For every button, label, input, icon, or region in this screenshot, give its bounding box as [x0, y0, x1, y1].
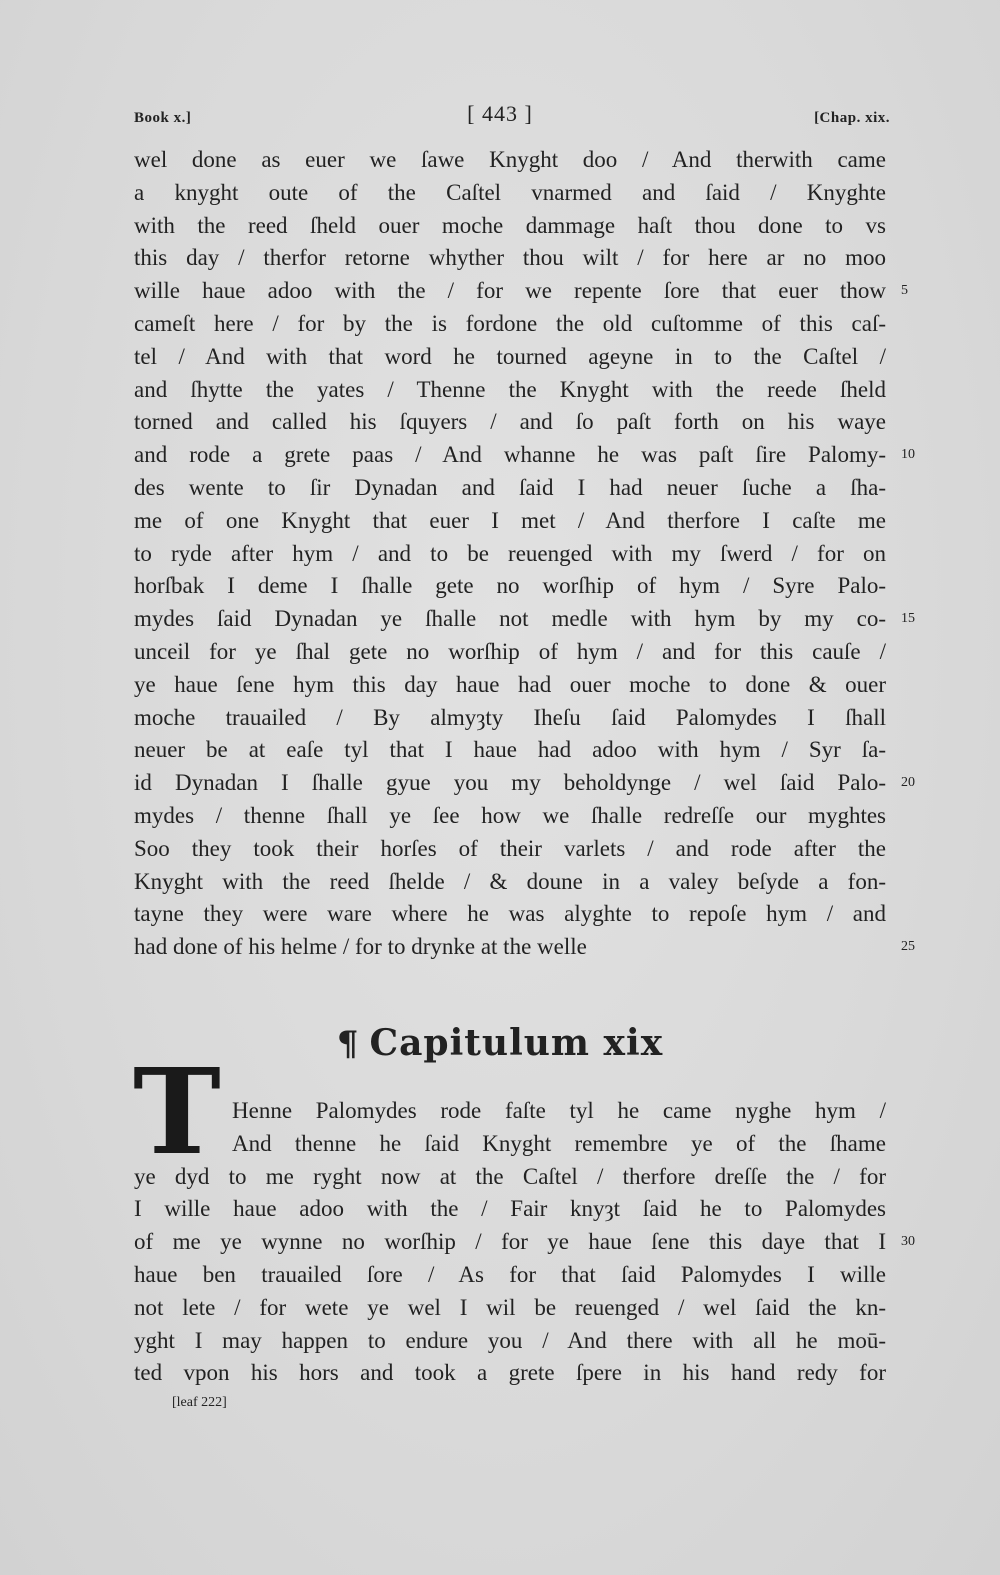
- chapter-text: [134, 1095, 915, 1390]
- line-number: 30: [901, 1234, 915, 1250]
- text-line: Henne Palomydes rode faſte tyl he came nyghe hym /: [232, 1098, 886, 1123]
- line-number: 10: [901, 447, 915, 463]
- body-text: [134, 144, 915, 964]
- text-line: horſbak I deme I ſhalle gete no worſhip of hym / Syre Palo-: [134, 573, 886, 599]
- text-line: and ſhytte the yates / Thenne the Knyght with the reede ſheld: [134, 376, 886, 402]
- text-line: me of one Knyght that euer I met / And therfore I caſte me: [134, 507, 886, 533]
- text-line: yght I may happen to endure you / And there with all he moū-: [134, 1327, 886, 1353]
- text-line: and rode a grete paas / And whanne he was paſt ſire Palomy-: [134, 442, 886, 468]
- text-line: mydes ſaid Dynadan ye ſhalle not medle with hym by my co-: [134, 606, 886, 632]
- drop-cap: T: [133, 1042, 221, 1181]
- text-line: cameſt here / for by the is fordone the old cuſtomme of this caſ-: [134, 310, 886, 336]
- chapter-title: Capitulum xix: [369, 1022, 664, 1064]
- text-line: I wille haue adoo with the / Fair knyȝt ſaid he to Palomydes: [134, 1196, 886, 1222]
- text-line: tayne they were ware where he was alyghte to repoſe hym / and: [134, 901, 886, 927]
- text-line: tel / And with that word he tourned ageyne in to the Caſtel /: [134, 343, 886, 369]
- line-number: 15: [901, 611, 915, 627]
- line-number: 25: [901, 939, 915, 955]
- text-line: ye dyd to me ryght now at the Caſtel / therfore dreſſe the / for: [134, 1163, 886, 1189]
- text-line: des wente to ſir Dynadan and ſaid I had neuer ſuche a ſha-: [134, 474, 886, 500]
- text-line: of me ye wynne no worſhip / for ye haue ſene this daye that I: [134, 1229, 886, 1255]
- text-line: this day / therfor retorne whyther thou wilt / for here ar no moo: [134, 245, 886, 271]
- leaf-signature: [leaf 222]: [172, 1395, 227, 1410]
- text-line: wel done as euer we ſawe Knyght doo / And therwith came: [134, 147, 886, 172]
- text-line: ye haue ſene hym this day haue had ouer moche to done & ouer: [134, 671, 886, 697]
- text-line: wille haue adoo with the / for we repente ſore that euer thow: [134, 278, 886, 304]
- text-line: a knyght oute of the Caſtel vnarmed and ſaid / Knyghte: [134, 179, 886, 205]
- text-line: to ryde after hym / and to be reuenged with my ſwerd / for on: [134, 540, 886, 566]
- text-line: Knyght with the reed ſhelde / & doune in a valey beſyde a fon-: [134, 868, 886, 894]
- text-line: moche trauailed / By almyȝty Iheſu ſaid Palomydes I ſhall: [134, 704, 886, 730]
- text-line: neuer be at eaſe tyl that I haue had adoo with hym / Syr ſa-: [134, 737, 886, 763]
- line-number: 5: [901, 283, 908, 299]
- text-line: mydes / thenne ſhall ye ſee how we ſhalle redreſſe our myghtes: [134, 802, 886, 828]
- line-number: 20: [901, 775, 915, 791]
- running-head-chapter: [Chap. xix.: [814, 110, 890, 126]
- text-line: id Dynadan I ſhalle gyue you my beholdynge / wel ſaid Palo-: [134, 770, 886, 796]
- text-line: had done of his helme / for to drynke at the welle: [134, 934, 587, 960]
- text-line: not lete / for wete ye wel I wil be reuenged / wel ſaid the kn-: [134, 1294, 886, 1320]
- running-head-book: Book x.]: [134, 110, 192, 126]
- text-line: torned and called his ſquyers / and ſo paſt forth on his waye: [134, 409, 886, 435]
- page-number: [ 443 ]: [467, 101, 533, 126]
- text-line: with the reed ſheld ouer moche dammage haſt thou done to vs: [134, 212, 886, 238]
- pilcrow-icon: ¶: [336, 1024, 360, 1064]
- text-line: And thenne he ſaid Knyght remembre ye of the ſhame: [232, 1130, 886, 1156]
- text-line: unceil for ye ſhal gete no worſhip of hym / and for this cauſe /: [134, 638, 886, 664]
- text-line: Soo they took their horſes of their varlets / and rode after the: [134, 835, 886, 861]
- text-line: ted vpon his hors and took a grete ſpere in his hand redy for: [134, 1360, 886, 1386]
- text-line: haue ben trauailed ſore / As for that ſaid Palomydes I wille: [134, 1261, 886, 1287]
